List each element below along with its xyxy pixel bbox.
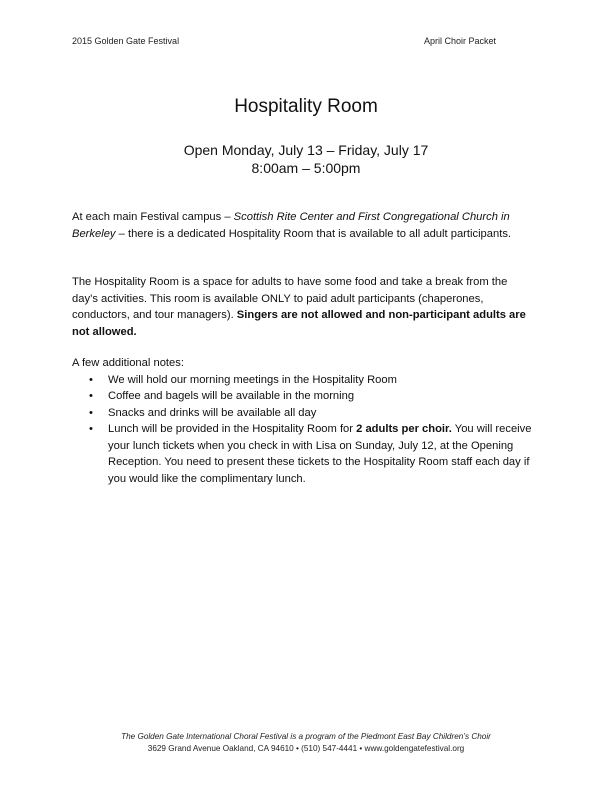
header-festival-name: 2015 Golden Gate Festival: [72, 36, 180, 46]
footer-program-line: [0, 731, 612, 743]
bullet-icon: •: [89, 390, 93, 402]
list-item: [72, 388, 532, 405]
footer-piedmont: Piedmont: [360, 732, 396, 741]
list-item-lunch: [72, 421, 532, 487]
purpose-paragraph: [72, 274, 532, 340]
list-item: [72, 405, 532, 422]
open-hours: 8:00am – 5:00pm: [251, 160, 361, 176]
page-footer: [0, 731, 612, 755]
list-item: [72, 372, 532, 389]
list-item-text: We will hold our morning meetings in the Hospitality Room: [108, 373, 397, 386]
lunch-allocation: 2 adults per choir.: [356, 423, 452, 435]
notes-heading: A few additional notes:: [72, 357, 184, 369]
purpose-restriction: Singers are not allowed and non-participant adults are not allowed.: [72, 309, 526, 338]
intro-campus-names: Scottish Rite Center and First Congregational Church in Berkeley: [72, 211, 510, 240]
footer-choir-name: East Bay Children’s Choir: [395, 732, 491, 741]
notes-section: [72, 355, 532, 487]
purpose-text: The Hospitality Room is a space for adults to have some food and take a break from the day’s activities. This room is available ONLY to paid adult participants (chaperones, conductors, and tour managers).: [72, 276, 508, 321]
footer-program-text: is a program of the: [288, 732, 361, 741]
notes-list: [72, 372, 532, 488]
page-title: Hospitality Room: [234, 96, 378, 117]
footer-contact-line: 3629 Grand Avenue Oakland, CA 94610 • (510) 547-4441 • www.goldengatefestival.org: [147, 744, 465, 753]
intro-paragraph: [72, 209, 532, 242]
lunch-text-1: Lunch will be provided in the Hospitality Room for: [108, 423, 357, 435]
bullet-icon: •: [89, 406, 93, 419]
footer-festival-name: The Golden Gate International Choral Festival: [121, 732, 289, 741]
intro-text-2: – there is a dedicated Hospitality Room that is available to all adult participants.: [115, 227, 512, 240]
list-item-text: Snacks and drinks will be available all day: [108, 406, 317, 419]
list-item-text: Coffee and bagels will be available in the morning: [108, 390, 355, 402]
intro-text-1: At each main Festival campus –: [72, 211, 234, 223]
header-packet-name: April Choir Packet: [424, 36, 497, 46]
bullet-icon: •: [89, 373, 93, 386]
bullet-icon: •: [89, 423, 93, 435]
open-dates: Open Monday, July 13 – Friday, July 17: [183, 142, 429, 158]
lunch-text-2: You will receive your lunch tickets when you check in with Lisa on Sunday, July 12, at the Opening Reception. You need to present these tickets to the Hospitality Room staff each day if you would like the complimentary lunch.: [108, 423, 532, 485]
